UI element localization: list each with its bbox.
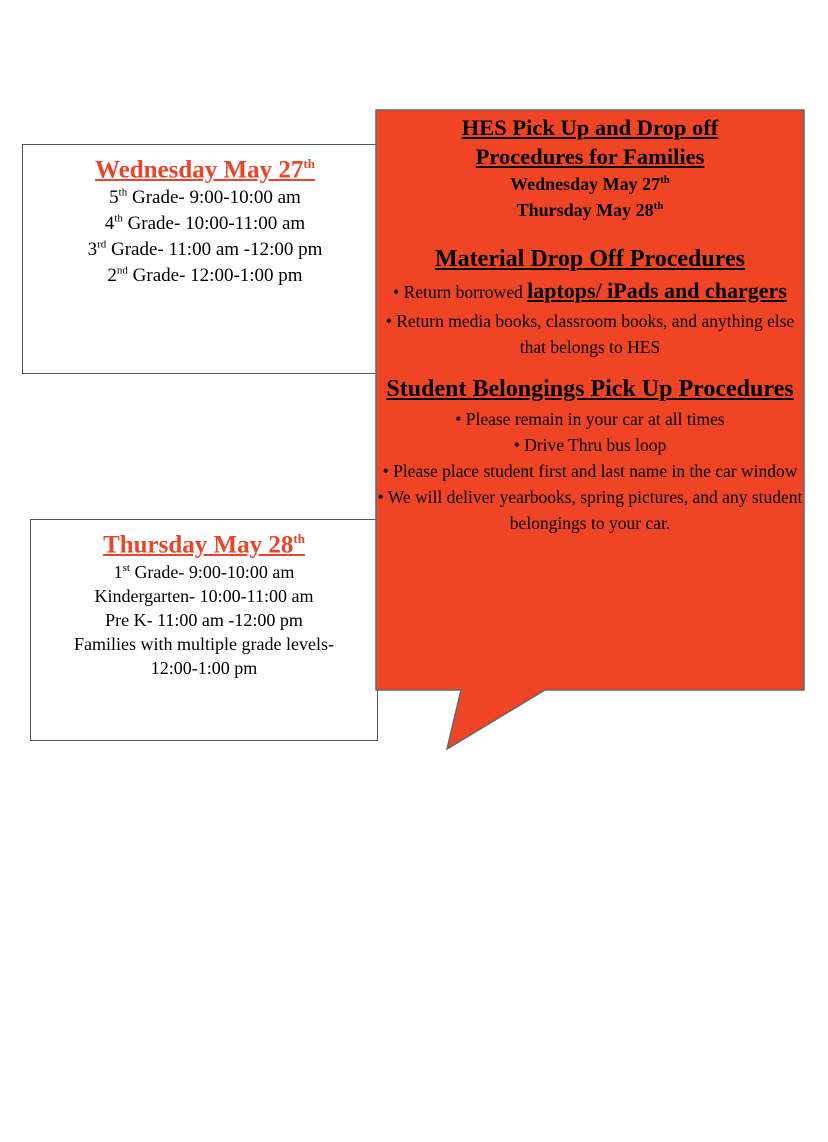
schedule-row: Kindergarten- 10:00-11:00 am <box>94 586 314 607</box>
procedures-title: HES Pick Up and Drop off Procedures for Families <box>461 115 719 169</box>
schedule-row: 5th Grade- 9:00-10:00 am <box>109 187 301 209</box>
procedures-panel <box>376 113 804 536</box>
schedule-row: Families with multiple grade levels- <box>74 634 334 655</box>
schedule-row: 2nd Grade- 12:00-1:00 pm <box>107 265 303 287</box>
schedule-row: 1st Grade- 9:00-10:00 am <box>113 562 295 583</box>
material-item: • Return media books, classroom books, and anything else that belongs to HES <box>385 311 795 357</box>
schedule-row: 12:00-1:00 pm <box>150 658 258 679</box>
belongings-item: • Please place student first and last name in the car window <box>382 461 798 481</box>
belongings-item: • Drive Thru bus loop <box>513 435 667 455</box>
date-line: Thursday May 28th <box>516 200 664 220</box>
schedule-row: Pre K- 11:00 am -12:00 pm <box>105 610 303 631</box>
wednesday-title: Wednesday May 27th <box>95 156 315 184</box>
schedule-row: 4th Grade- 10:00-11:00 am <box>104 213 306 235</box>
date-line: Wednesday May 27th <box>510 174 670 194</box>
belongings-heading: Student Belongings Pick Up Procedures <box>386 376 794 402</box>
material-item: • Return borrowed laptops/ iPads and chargers <box>393 278 787 303</box>
thursday-title: Thursday May 28th <box>103 531 305 559</box>
belongings-item: • Please remain in your car at all times <box>455 409 725 429</box>
schedule-row: 3rd Grade- 11:00 am -12:00 pm <box>87 239 323 261</box>
material-heading: Material Drop Off Procedures <box>435 246 745 272</box>
belongings-item: • We will deliver yearbooks, spring pictures, and any student belongings to your car. <box>377 487 803 533</box>
